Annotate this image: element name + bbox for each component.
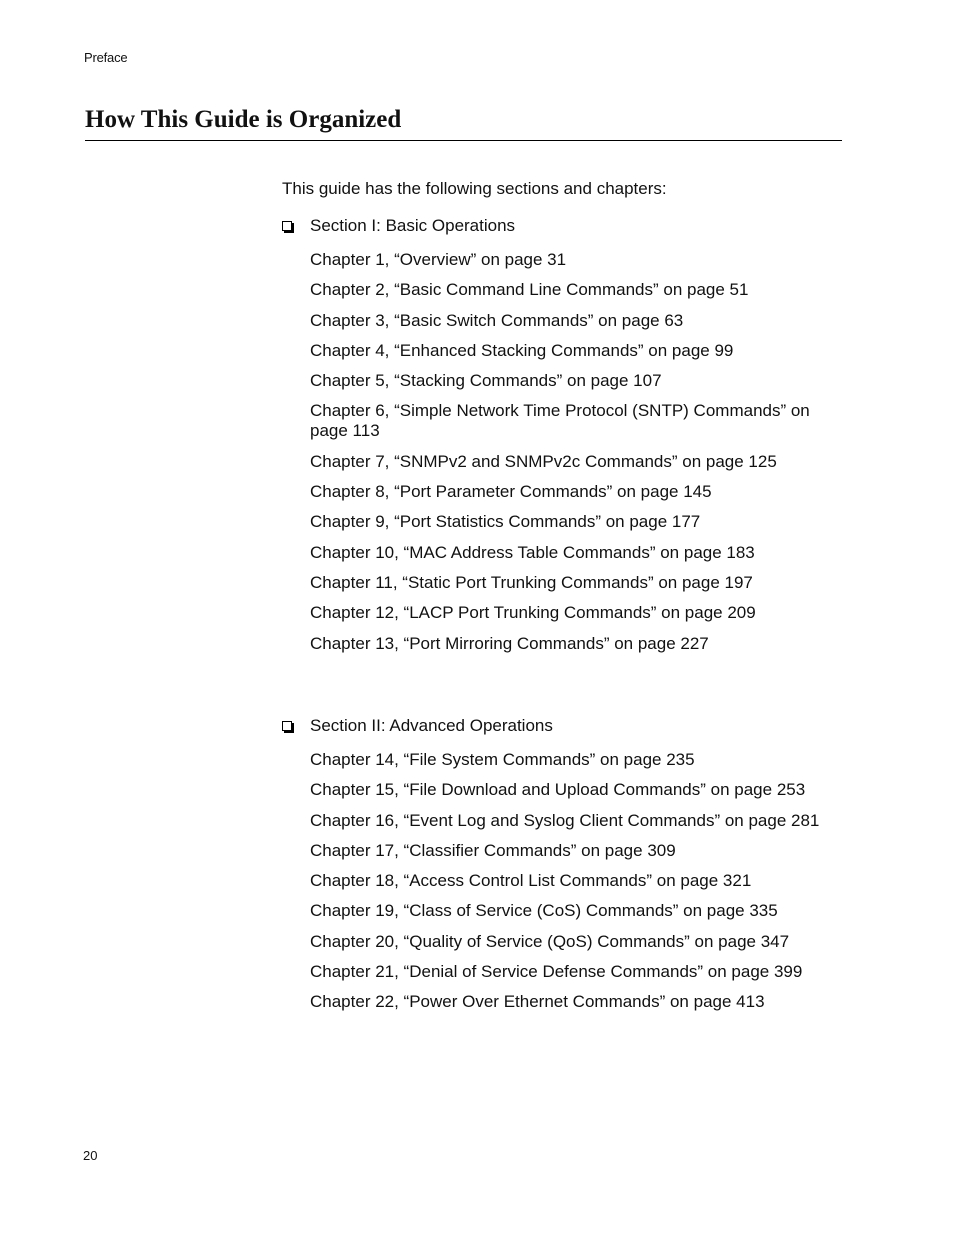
chapter-list [282, 250, 842, 654]
chapter-entry: Chapter 9, “Port Statistics Commands” on page 177 [310, 512, 701, 532]
chapter-entry: Chapter 12, “LACP Port Trunking Commands” on page 209 [310, 603, 756, 623]
chapter-entry: Chapter 4, “Enhanced Stacking Commands” on page 99 [310, 340, 734, 360]
chapter-entry: Chapter 19, “Class of Service (CoS) Commands” on page 335 [310, 901, 778, 921]
chapter-entry: Chapter 10, “MAC Address Table Commands” on page 183 [310, 542, 755, 562]
chapter-entry: Chapter 20, “Quality of Service (QoS) Commands” on page 347 [310, 931, 790, 951]
page-number: 20 [83, 1148, 98, 1163]
page-title: How This Guide is Organized [85, 106, 402, 133]
section-advanced-operations [282, 716, 842, 1023]
title-rule [85, 140, 842, 141]
chapter-entry: Chapter 13, “Port Mirroring Commands” on page 227 [310, 633, 709, 653]
chapter-entry: Chapter 2, “Basic Command Line Commands” on page 51 [310, 280, 749, 300]
chapter-entry: Chapter 18, “Access Control List Commands” on page 321 [310, 871, 752, 891]
running-header: Preface [84, 50, 128, 65]
chapter-entry: Chapter 21, “Denial of Service Defense Commands” on page 399 [310, 962, 803, 982]
chapter-entry: Chapter 14, “File System Commands” on page 235 [310, 750, 695, 769]
chapter-entry: Chapter 22, “Power Over Ethernet Commands” on page 413 [310, 992, 765, 1012]
section-label: Section II: Advanced Operations [310, 716, 553, 735]
checkbox-bullet-icon [282, 221, 292, 231]
intro-text: This guide has the following sections and chapters: [282, 179, 667, 198]
section-label: Section I: Basic Operations [310, 216, 516, 235]
chapter-entry: Chapter 7, “SNMPv2 and SNMPv2c Commands” on page 125 [310, 451, 777, 471]
chapter-entry: Chapter 8, “Port Parameter Commands” on page 145 [310, 482, 712, 502]
chapter-entry: Chapter 3, “Basic Switch Commands” on page 63 [310, 310, 684, 330]
chapter-entry: Chapter 11, “Static Port Trunking Commands” on page 197 [310, 572, 753, 592]
chapter-entry: Chapter 1, “Overview” on page 31 [310, 250, 567, 269]
checkbox-bullet-icon [282, 721, 292, 731]
chapter-entry: Chapter 17, “Classifier Commands” on page 309 [310, 840, 676, 860]
chapter-entry: Chapter 5, “Stacking Commands” on page 107 [310, 371, 662, 391]
chapter-entry: Chapter 6, “Simple Network Time Protocol (SNTP) Commands” on page 113 [310, 401, 810, 441]
chapter-list [282, 750, 842, 1012]
section-heading [282, 716, 842, 746]
section-basic-operations [282, 216, 842, 664]
chapter-entry: Chapter 16, “Event Log and Syslog Client Commands” on page 281 [310, 810, 820, 830]
chapter-entry: Chapter 15, “File Download and Upload Commands” on page 253 [310, 780, 806, 800]
section-heading [282, 216, 842, 246]
